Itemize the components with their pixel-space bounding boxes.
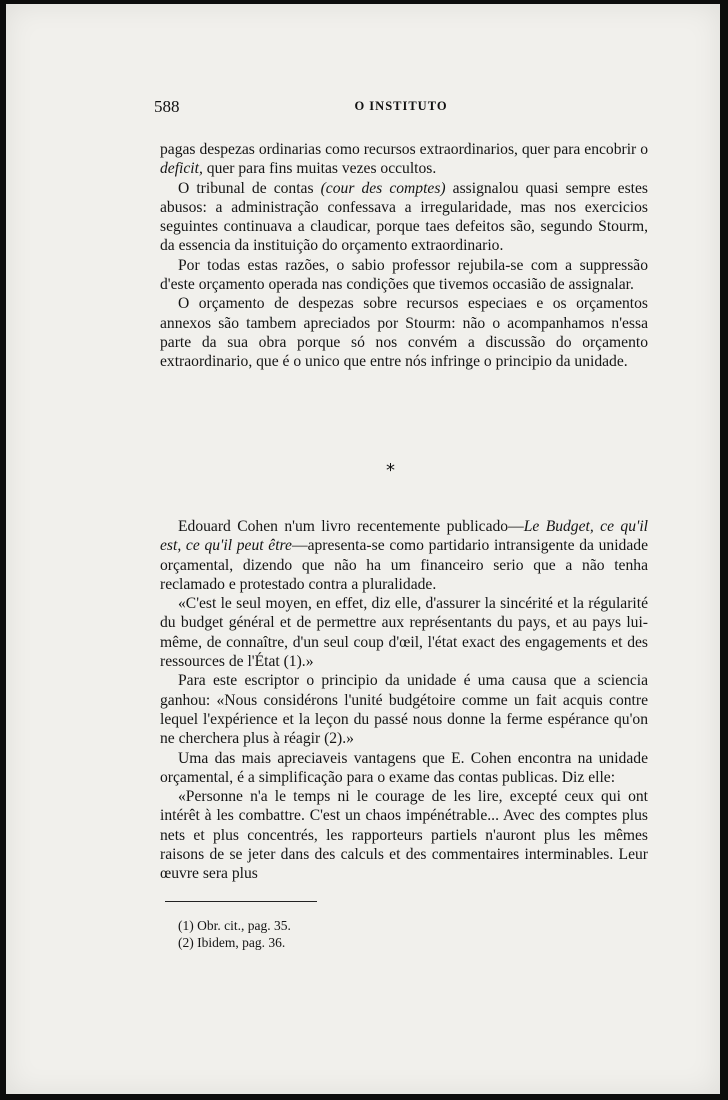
text-run: Edouard Cohen n'um livro recentemente publicado— bbox=[178, 518, 524, 535]
book-page bbox=[6, 4, 720, 1094]
text-run: Uma das mais apreciaveis vantagens que E. Cohen encontra na unidade orçamental, é a simplificação para o exame das contas publicas. Diz elle: bbox=[160, 749, 648, 786]
running-title: O INSTITUTO bbox=[354, 99, 448, 113]
text-run: quer para fins muitas vezes occultos. bbox=[202, 160, 437, 178]
paragraph bbox=[160, 594, 648, 671]
page-header bbox=[154, 97, 648, 117]
paragraph bbox=[160, 294, 648, 371]
text-run: O tribunal de contas bbox=[178, 179, 321, 197]
paragraph bbox=[160, 140, 648, 179]
text-run: O orçamento de despezas sobre recursos especiaes e os orçamentos annexos são tambem apreciados por Stourm: não o acompanhamos n'essa parte da sua obra porque só nos convém a discussão do orçamento extraordinario, que é o unico que entre nós infringe o principio da unidade. bbox=[160, 295, 648, 371]
paragraph bbox=[160, 179, 648, 256]
footnote-rule bbox=[165, 901, 317, 902]
paragraph bbox=[160, 749, 648, 788]
paragraph bbox=[160, 256, 648, 295]
text-run: «C'est le seul moyen, en effet, diz elle, d'assurer la sincérité et la régularité du budget général et de permettre aux représentants du pays, et au pays lui-même, de connaître, d'un seul coup d'œil, l'état exact des engagements et des ressources de l'État (1).» bbox=[160, 595, 648, 671]
text-run: «Personne n'a le temps ni le courage de les lire, excepté ceux qui ont intérêt à les combattre. C'est un chaos impénétrable... Avec des comptes plus nets et plus concentrés, les rapporteurs partiels n'auront plus les mêmes raisons de se jeter dans des calculs et des commentaires interminables. Leur œuvre sera plus bbox=[160, 788, 648, 883]
text-run: —apresenta-se como partidario intransigente da unidade orçamental, dizendo que não ha um financeiro serio que a não tenha reclamado e protestado contra a pluralidade. bbox=[160, 537, 648, 593]
page-number: 588 bbox=[154, 97, 180, 116]
text-run: assignalou quasi sempre estes abusos: a administração confessava a irregularidade, mas nos exercicios seguintes continuava a claudicar, porque taes defeitos são, segundo Stourm, da essencia da instituição do orçamento extraordinario. bbox=[160, 179, 648, 255]
footnotes bbox=[178, 917, 291, 951]
text-block-before-separator bbox=[160, 140, 648, 372]
italic-text: Le Budget, ce qu'il est, ce qu'il peut être bbox=[160, 518, 648, 555]
text-run: Para este escriptor o principio da unidade é uma causa que a sciencia ganhou: «Nous considérons l'unité budgétoire comme un fait acquis contre lequel l'expérience et la leçon du passé nous donne la ferme espérance qu'on ne cherchera plus à réagir (2).» bbox=[160, 672, 648, 748]
paragraph bbox=[160, 671, 648, 748]
paragraph bbox=[160, 517, 648, 594]
footnote-2: (2) Ibidem, pag. 36. bbox=[178, 935, 286, 950]
text-run: pagas despezas ordinarias como recursos extraordinarios, quer para encobrir o bbox=[160, 141, 648, 158]
footnote-1: (1) Obr. cit., pag. 35. bbox=[178, 918, 291, 933]
text-block-after-separator bbox=[160, 517, 648, 884]
italic-text: (cour des comptes) bbox=[320, 179, 446, 197]
italic-text: deficit, bbox=[160, 160, 203, 178]
section-separator: * bbox=[386, 460, 395, 481]
paragraph bbox=[160, 787, 648, 883]
text-run: Por todas estas razões, o sabio professor rejubila-se com a suppressão d'este orçamento operada nas condições que tivemos occasião de assignalar. bbox=[160, 256, 648, 294]
